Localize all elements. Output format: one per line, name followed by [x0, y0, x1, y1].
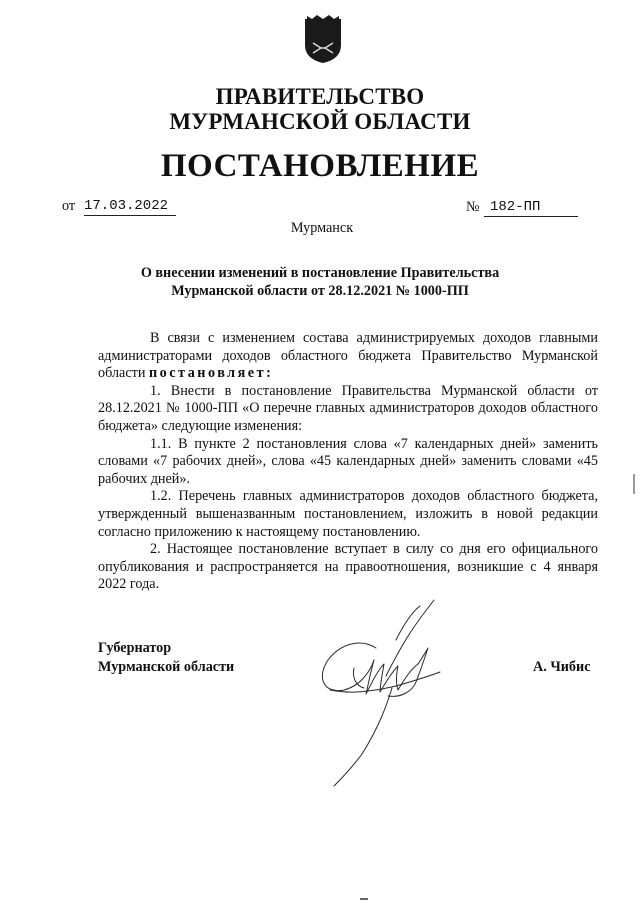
scan-edge-mark: [633, 474, 635, 494]
decree-colon: :: [266, 365, 271, 382]
scan-bottom-mark: [360, 898, 368, 900]
intro-text: В связи с изменением состава администрируемых доходов главными администраторами доходов областного бюджета Правительство Мурманской области: [98, 330, 598, 382]
item-1-1: 1.1. В пункте 2 постановления слова «7 календарных дней» заменить словами «7 рабочих дней», слова «45 календарных дней» заменить словами «45 рабочих дней».: [98, 435, 598, 487]
handwritten-signature: [300, 598, 470, 790]
organization-name-line1: ПРАВИТЕЛЬСТВО: [215, 84, 425, 109]
document-body: [98, 330, 598, 594]
signatory-position-line1: Губернатор: [98, 640, 172, 656]
document-title-line1: О внесении изменений в постановление Правительства: [140, 265, 500, 281]
item-1-2: 1.2. Перечень главных администраторов доходов областного бюджета, утвержденный вышеназванным постановлением, изложить в новой редакции согласно приложению к настоящему постановлению.: [98, 488, 598, 540]
signatory-position-line2: Мурманской области: [98, 659, 235, 675]
signatory-name: А. Чибис: [533, 659, 591, 675]
item-2: 2. Настоящее постановление вступает в силу со дня его официального опубликования и распространяется на правоотношения, возникшие с 4 января 2022 года.: [98, 541, 598, 593]
document-type-heading: ПОСТАНОВЛЕНИЕ: [160, 148, 480, 184]
city-name: Мурманск: [290, 220, 354, 236]
item-1: 1. Внести в постановление Правительства Мурманской области от 28.12.2021 № 1000-ПП «О перечне главных администраторов доходов областного бюджета» следующие изменения:: [98, 382, 598, 434]
number-prefix: №: [466, 199, 480, 215]
coat-of-arms-emblem: [303, 15, 343, 65]
date-prefix: от: [62, 198, 76, 214]
document-number: 182-ПП: [484, 199, 578, 217]
intro-paragraph: [98, 330, 598, 383]
decree-word: постановляет: [148, 365, 267, 382]
document-title-line2: Мурманской области от 28.12.2021 № 1000-ПП: [171, 283, 469, 299]
organization-name-line2: МУРМАНСКОЙ ОБЛАСТИ: [169, 109, 471, 134]
document-date: 17.03.2022: [84, 198, 176, 216]
